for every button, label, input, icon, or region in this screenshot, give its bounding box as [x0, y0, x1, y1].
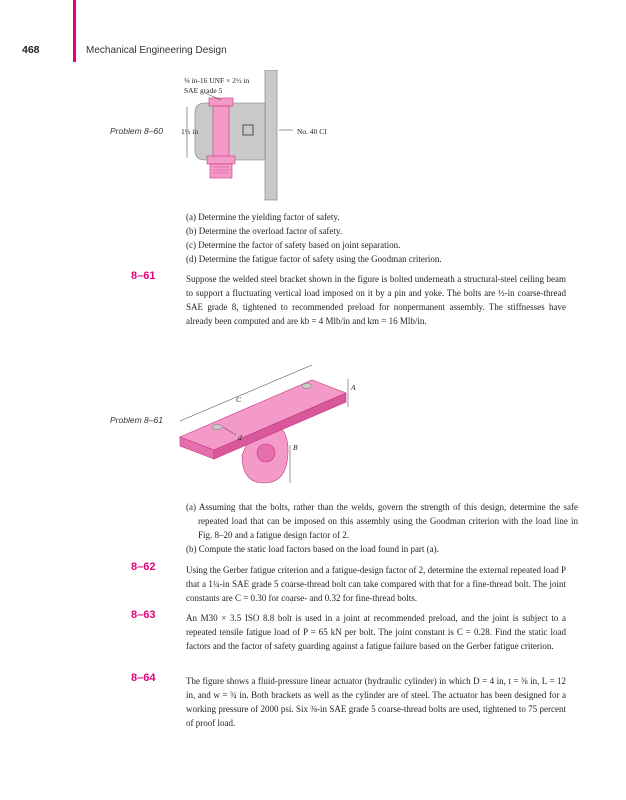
question-8-60-d: (d) Determine the fatigue factor of safety using the Goodman criterion. — [186, 254, 442, 264]
question-8-60-b: (b) Determine the overload factor of safety. — [186, 226, 343, 236]
ring-hole — [257, 444, 275, 462]
thickness-label: 1½ in — [181, 127, 199, 136]
square-marker — [243, 125, 253, 135]
bolt-washer — [207, 156, 235, 164]
problem-label-8-61: Problem 8–61 — [110, 415, 163, 425]
bolt-spec-line1: ⅜ in-16 UNF × 2½ in — [184, 76, 250, 85]
question-8-60-a: (a) Determine the yielding factor of safety. — [186, 212, 340, 222]
label-d: d — [238, 433, 242, 442]
bolt-hole-upper — [302, 384, 312, 389]
problem-number-8-62: 8–62 — [131, 561, 156, 573]
problem-number-8-61: 8–61 — [131, 270, 156, 282]
bolt-spec-line2: SAE grade 5 — [184, 86, 223, 95]
problem-text-8-64: The figure shows a fluid-pressure linear actuator (hydraulic cylinder) in which D = 4 in, t = ⅜ in, L = 12 in, and w = ¾ in. Both brackets as well as the cylinder are of steel. The actuator has been designed for a working pressure of 2000 psi. Six ⅜-in SAE grade 5 coarse-thread bolts are used, tightened to 75 percent of proof load. — [186, 676, 566, 728]
running-title: Mechanical Engineering Design — [86, 45, 227, 56]
bolt-nut — [209, 98, 233, 106]
header-rule — [73, 0, 76, 62]
bolt-hole-lower — [212, 425, 222, 430]
label-c: C — [236, 395, 242, 404]
question-8-61-b: (b) Compute the static load factors based on the load found in part (a). — [186, 544, 439, 554]
problem-text-8-62: Using the Gerber fatigue criterion and a fatigue-design factor of 2, determine the external repeated load P that a 1¼-in SAE grade 5 coarse-thread bolt can take compared with that for a fine-thread bolt. The joint constants are C = 0.30 for coarse- and 0.32 for fine-thread bolts. — [186, 565, 566, 603]
bracket-member — [195, 103, 265, 160]
problem-text-8-61: Suppose the welded steel bracket shown in the figure is bolted underneath a structural-steel ceiling beam to support a fluctuating vertical load imposed on it by a pin and yoke. The bolts are ½-in coarse-thread SAE grade 8, tightened to recommended preload for nonpermanent assembly. The stiffnesses have already been computed and are kb = 4 Mlb/in and km = 16 Mlb/in. — [186, 274, 566, 326]
problem-number-8-64: 8–64 — [131, 672, 156, 684]
material-label: No. 40 CI — [297, 127, 327, 136]
flange-vertical — [265, 70, 277, 200]
problem-text-8-63: An M30 × 3.5 ISO 8.8 bolt is used in a joint at recommended preload, and the joint is subject to a repeated tensile fatigue load of P = 65 kN per bolt. The joint constant is C = 0.28. Find the static load factors and the factor of safety guarding against a fatigue failure based on the Gerber fatigue criterion. — [186, 613, 566, 651]
problem-label-8-60: Problem 8–60 — [110, 126, 163, 136]
page-number: 468 — [22, 44, 40, 56]
question-8-61-a: (a) Assuming that the bolts, rather than the welds, govern the strength of this design, determine the safe repeated load that can be imposed on this assembly using the Goodman criterion with the load line in Fig. 8–20 and a fatigue design factor of 2. — [186, 502, 578, 540]
problem-number-8-63: 8–63 — [131, 609, 156, 621]
bolt-shank — [213, 106, 229, 160]
bolt-head — [210, 164, 232, 178]
label-b: B — [293, 443, 298, 452]
question-8-60-c: (c) Determine the factor of safety based on joint separation. — [186, 240, 401, 250]
label-a: A — [351, 383, 356, 392]
figure-8-61 — [170, 365, 370, 500]
